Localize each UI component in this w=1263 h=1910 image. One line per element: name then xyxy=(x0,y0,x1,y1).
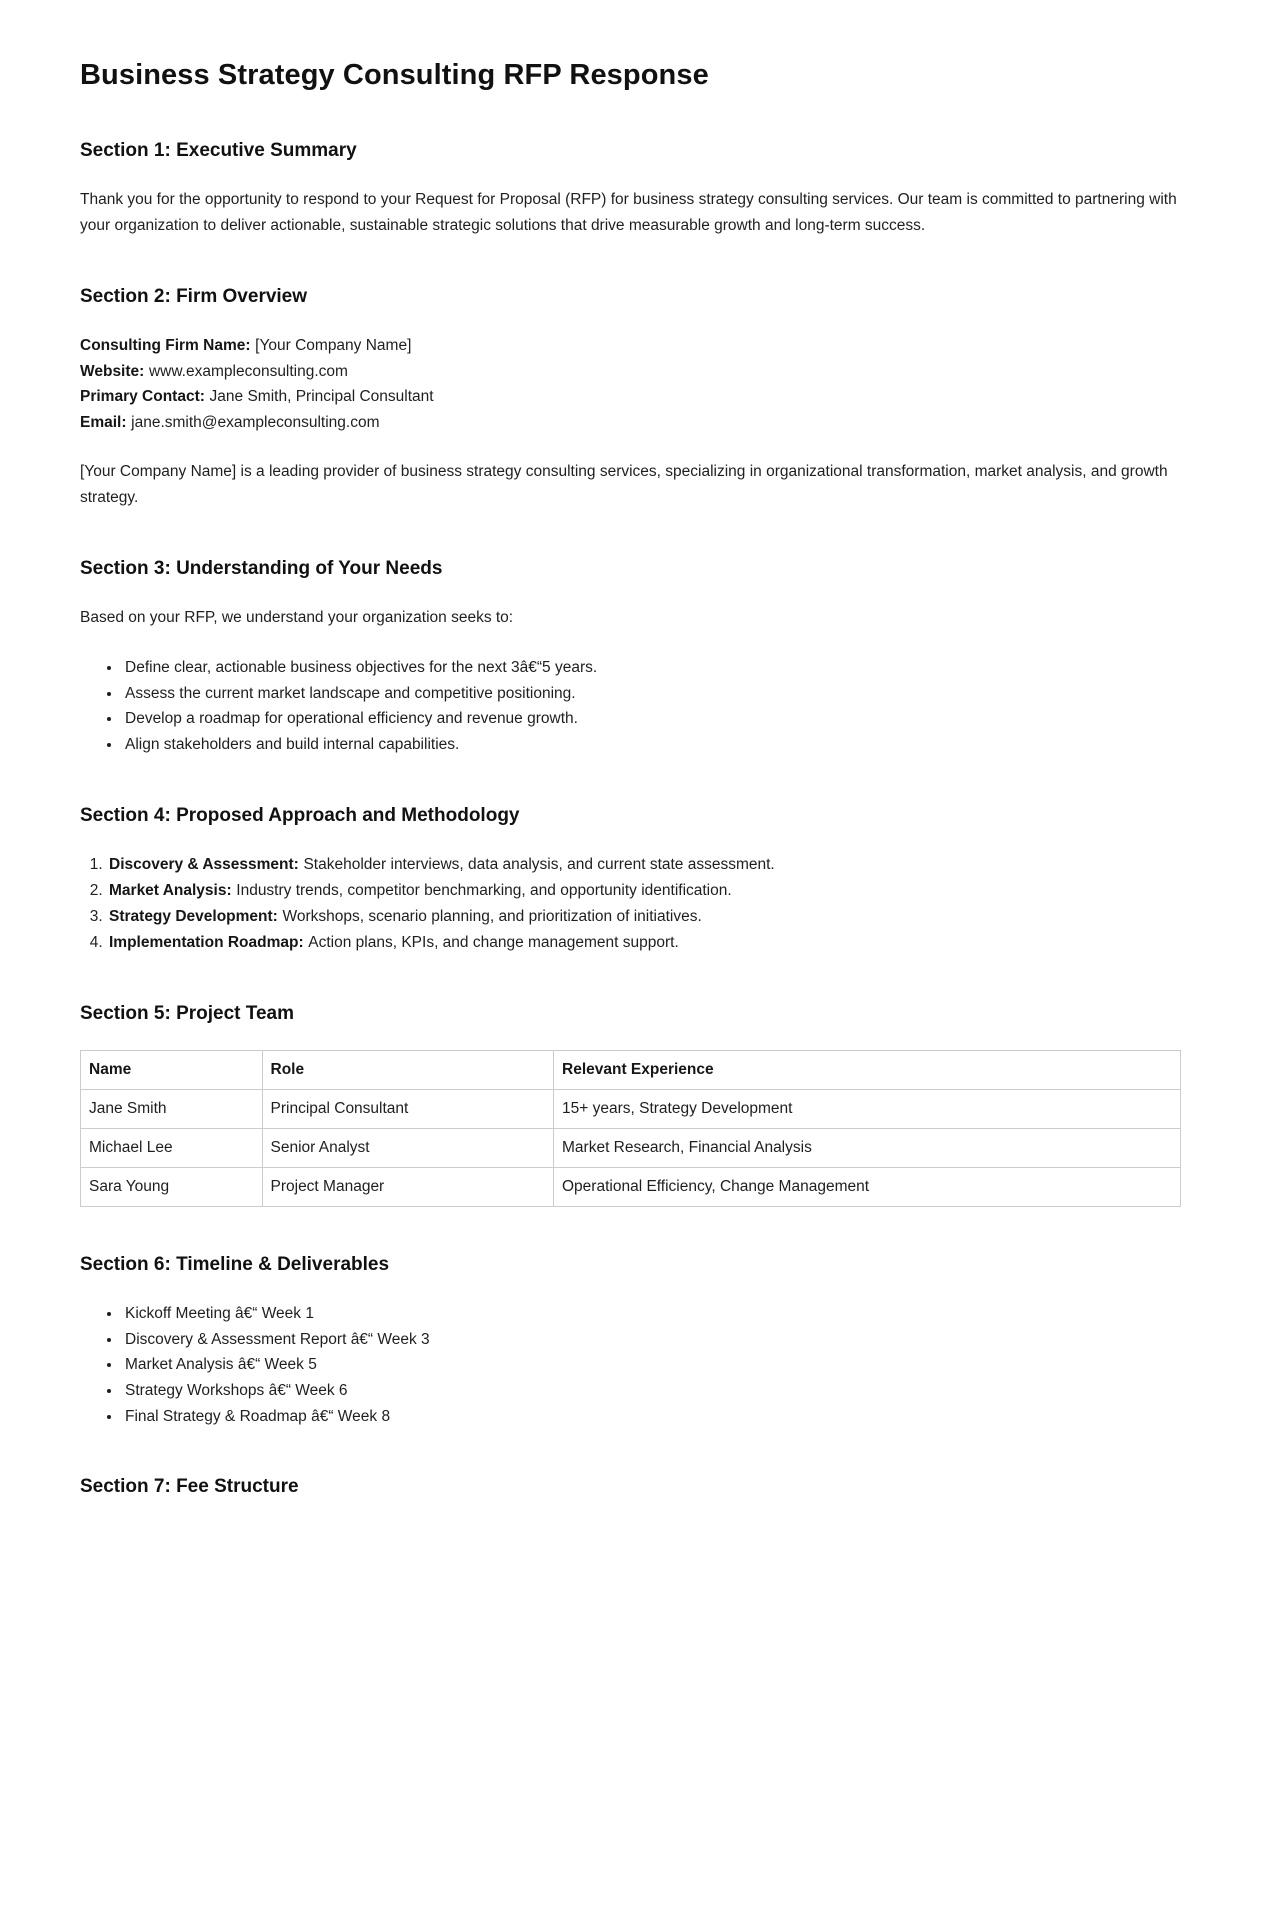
field-label: Email: xyxy=(80,413,127,431)
list-item: • Define clear, actionable business objectives for the next 3â€“5 years. xyxy=(122,655,1181,681)
column-header-name: Name xyxy=(81,1050,263,1089)
table-cell: Senior Analyst xyxy=(262,1128,554,1167)
field-value: www.exampleconsulting.com xyxy=(148,362,348,380)
field-email xyxy=(80,410,1181,436)
needs-intro: Based on your RFP, we understand your organization seeks to: xyxy=(80,609,514,626)
list-item xyxy=(107,878,1181,904)
field-firm-name xyxy=(80,333,1181,359)
section-2-heading: Section 2: Firm Overview xyxy=(80,286,308,307)
list-item: • Kickoff Meeting â€“ Week 1 xyxy=(122,1301,1181,1327)
table-cell: 15+ years, Strategy Development xyxy=(554,1089,1181,1128)
field-primary-contact xyxy=(80,384,1181,410)
table-row xyxy=(81,1128,1181,1167)
table-row xyxy=(81,1167,1181,1206)
field-value: Jane Smith, Principal Consultant xyxy=(209,388,434,405)
list-item: • Strategy Workshops â€“ Week 6 xyxy=(122,1378,1181,1404)
step-text: Stakeholder interviews, data analysis, and current state assessment. xyxy=(303,855,775,873)
step-label: Implementation Roadmap: xyxy=(109,933,304,951)
step-text: Workshops, scenario planning, and prioritization of initiatives. xyxy=(282,907,702,925)
section-7-heading: Section 7: Fee Structure xyxy=(80,1476,299,1498)
list-item: • Final Strategy & Roadmap â€“ Week 8 xyxy=(122,1404,1181,1430)
list-item: • Discovery & Assessment Report â€“ Week 3 xyxy=(122,1327,1181,1353)
field-value: jane.smith@exampleconsulting.com xyxy=(131,413,380,431)
document-title: Business Strategy Consulting RFP Response xyxy=(80,59,709,91)
methodology-list xyxy=(80,852,1181,956)
table-cell: Operational Efficiency, Change Management xyxy=(554,1167,1181,1206)
firm-overview-paragraph: [Your Company Name] is a leading provider of business strategy consulting services, specializing in organizational transformation, market analysis, and growth strategy. xyxy=(80,463,1168,506)
table-cell: Michael Lee xyxy=(81,1128,263,1167)
field-website xyxy=(80,359,1181,385)
step-label: Market Analysis: xyxy=(109,881,232,899)
list-item xyxy=(107,904,1181,930)
step-text: Industry trends, competitor benchmarking, and opportunity identification. xyxy=(236,881,732,899)
table-cell: Jane Smith xyxy=(81,1089,263,1128)
field-label: Primary Contact: xyxy=(80,388,205,405)
list-item: • Develop a roadmap for operational efficiency and revenue growth. xyxy=(122,706,1181,732)
section-5-heading: Section 5: Project Team xyxy=(80,1002,294,1024)
table-cell: Market Research, Financial Analysis xyxy=(554,1128,1181,1167)
field-label: Consulting Firm Name: xyxy=(80,337,251,354)
table-cell: Project Manager xyxy=(262,1167,554,1206)
section-6-heading: Section 6: Timeline & Deliverables xyxy=(80,1253,390,1275)
list-item xyxy=(107,930,1181,956)
table-cell: Sara Young xyxy=(81,1167,263,1206)
list-item: • Assess the current market landscape and competitive positioning. xyxy=(122,681,1181,707)
field-value: [Your Company Name] xyxy=(255,337,412,354)
executive-summary-paragraph: Thank you for the opportunity to respond to your Request for Proposal (RFP) for business strategy consulting services. Our team is committed to partnering with your organization to deliver actionable, sustainable strategic solutions that drive measurable growth and long-term success. xyxy=(80,191,1177,234)
table-row xyxy=(81,1089,1181,1128)
needs-list xyxy=(80,655,1181,758)
section-1-heading: Section 1: Executive Summary xyxy=(80,140,357,161)
step-label: Strategy Development: xyxy=(109,907,278,925)
list-item xyxy=(107,852,1181,878)
table-header-row xyxy=(81,1050,1181,1089)
section-4-heading: Section 4: Proposed Approach and Methodology xyxy=(80,804,520,826)
step-label: Discovery & Assessment: xyxy=(109,855,299,873)
project-team-table xyxy=(80,1050,1181,1207)
column-header-experience: Relevant Experience xyxy=(554,1050,1181,1089)
column-header-role: Role xyxy=(262,1050,554,1089)
firm-overview-fields xyxy=(80,333,1181,435)
section-3-heading: Section 3: Understanding of Your Needs xyxy=(80,558,443,579)
list-item: • Market Analysis â€“ Week 5 xyxy=(122,1352,1181,1378)
list-item: • Align stakeholders and build internal capabilities. xyxy=(122,732,1181,758)
field-label: Website: xyxy=(80,362,145,380)
timeline-list xyxy=(80,1301,1181,1430)
step-text: Action plans, KPIs, and change management support. xyxy=(308,933,679,951)
table-cell: Principal Consultant xyxy=(262,1089,554,1128)
